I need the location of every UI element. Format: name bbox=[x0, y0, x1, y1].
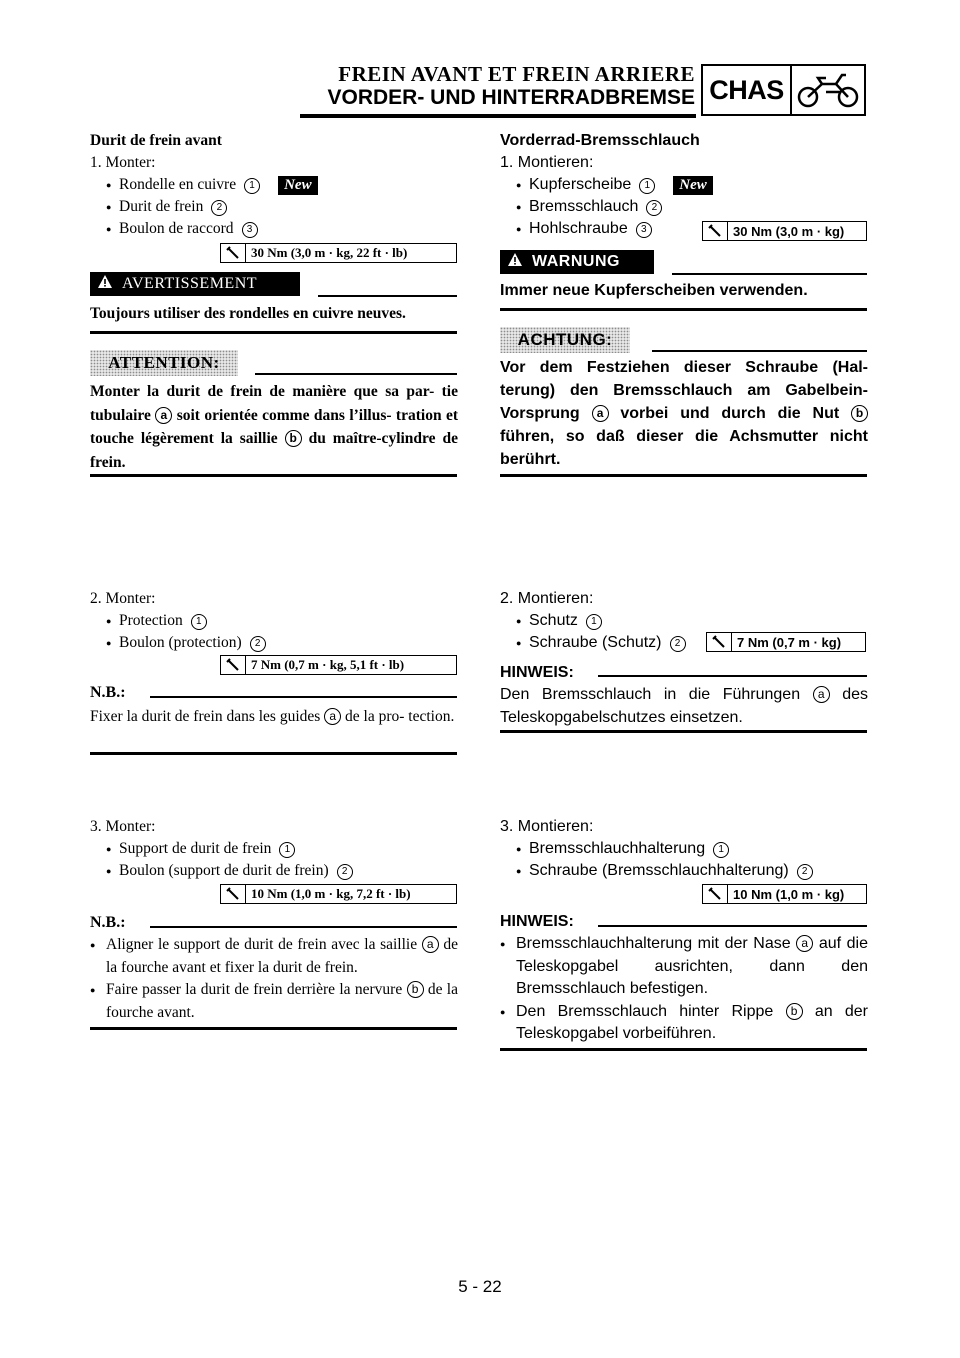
new-tag: New bbox=[278, 176, 318, 195]
list-item: ● Schraube (Schutz) 2 bbox=[500, 632, 868, 654]
fr-s1-step: 1. Monter: bbox=[90, 154, 156, 171]
de-attention-text: Vor dem Festziehen dieser Schraube (Hal- terung) den Bremsschlauch am Gabelbein- Vorsprung a vorbei und durch die Nut b führen, so daß dieser die Achsmutter nicht berührt. bbox=[500, 359, 868, 468]
callout-number: 1 bbox=[713, 842, 729, 858]
de-s2-step: 2. Montieren: bbox=[500, 590, 594, 607]
callout-number: 1 bbox=[244, 178, 260, 194]
fr-s1-torque: 30 Nm (3,0 m · kg, 22 ft · lb) bbox=[220, 243, 457, 263]
fr-s2-nb-text: Fixer la durit de frein dans les guides a de la pro- tection. bbox=[90, 708, 455, 725]
callout-number: 2 bbox=[646, 200, 662, 216]
divider bbox=[500, 308, 867, 311]
fr-s3-torque: 10 Nm (1,0 m · kg, 7,2 ft · lb) bbox=[220, 884, 457, 904]
de-s2-nb-text: Den Bremsschlauch in die Führungen a des Teleskopgabelschutzes einsetzen. bbox=[500, 686, 868, 726]
wrench-icon bbox=[221, 885, 246, 903]
callout-number: 3 bbox=[636, 222, 652, 238]
callout-letter: a bbox=[324, 708, 341, 725]
callout-letter: a bbox=[813, 686, 830, 703]
list-item: ● Boulon (protection) 2 bbox=[90, 632, 458, 654]
list-item: ● Boulon (support de durit de frein) 2 bbox=[90, 860, 458, 882]
list-item: ● Bremsschlauch 2 bbox=[500, 196, 868, 218]
list-item: ● Bremsschlauchhalterung mit der Nase a auf die Teleskopgabel ausrichten, dann den Bremsschlauch befestigen. bbox=[500, 935, 869, 997]
callout-letter: a bbox=[796, 935, 813, 952]
list-item: ● Rondelle en cuivre 1 New bbox=[90, 174, 458, 196]
fr-s2-torque: 7 Nm (0,7 m · kg, 5,1 ft · lb) bbox=[220, 655, 457, 675]
wrench-icon bbox=[703, 885, 728, 903]
wrench-icon bbox=[703, 222, 728, 240]
fr-s3-nb-label: N.B.: bbox=[90, 914, 126, 931]
callout-number: 2 bbox=[250, 636, 266, 652]
de-s2-torque: 7 Nm (0,7 m · kg) bbox=[706, 632, 866, 652]
callout-number: 2 bbox=[337, 864, 353, 880]
divider bbox=[672, 273, 867, 275]
callout-letter: b bbox=[786, 1003, 803, 1020]
motorcycle-icon bbox=[792, 66, 864, 114]
de-s3-torque: 10 Nm (1,0 m · kg) bbox=[702, 884, 867, 904]
de-warning-label: WARNUNG bbox=[500, 250, 654, 274]
de-s1-step: 1. Montieren: bbox=[500, 154, 594, 171]
de-s1-heading: Vorderrad-Bremsschlauch bbox=[500, 132, 700, 149]
fr-attention-text: Monter la durit de frein de manière que sa par- tie tubulaire a soit orientée comme dans l’illus- tration et touche légèrement la saillie b du maître-cylindre de frein. bbox=[90, 383, 459, 471]
fr-section-2 bbox=[90, 588, 458, 654]
fr-s3-step: 3. Monter: bbox=[90, 818, 156, 835]
divider bbox=[500, 1048, 867, 1051]
list-item: ● Support de durit de frein 1 bbox=[90, 838, 458, 860]
callout-letter: b bbox=[285, 430, 302, 447]
callout-number: 2 bbox=[797, 864, 813, 880]
divider bbox=[598, 675, 867, 677]
list-item: ● Den Bremsschlauch hinter Rippe b an der Teleskopgabel vorbeiführen. bbox=[500, 1002, 868, 1042]
page-number: 5 - 22 bbox=[458, 1277, 502, 1296]
de-section-3 bbox=[500, 816, 868, 882]
callout-letter: b bbox=[407, 981, 424, 998]
section-badge bbox=[701, 64, 866, 116]
new-tag: New bbox=[673, 176, 713, 195]
de-s2-nb-label: HINWEIS: bbox=[500, 664, 574, 681]
divider bbox=[90, 752, 457, 755]
fr-s2-nb-label: N.B.: bbox=[90, 684, 126, 701]
fr-warning-text: Toujours utiliser des rondelles en cuivre neuves. bbox=[90, 305, 406, 322]
list-item: ● Kupferscheibe 1 New bbox=[500, 174, 868, 196]
divider bbox=[598, 925, 867, 927]
divider bbox=[150, 696, 457, 698]
de-attention-label: ACHTUNG: bbox=[500, 327, 630, 353]
list-item: ● Protection 1 bbox=[90, 610, 458, 632]
divider bbox=[318, 295, 457, 297]
divider bbox=[652, 350, 867, 352]
list-item: ● Aligner le support de durit de frein avec la saillie a de la fourche avant et fixer la durit de frein. bbox=[90, 936, 459, 976]
callout-number: 2 bbox=[211, 200, 227, 216]
fr-warning-label: AVERTISSEMENT bbox=[90, 272, 300, 296]
callout-letter: b bbox=[851, 405, 868, 422]
warning-icon bbox=[508, 253, 522, 271]
de-s3-nb-list bbox=[500, 933, 868, 1046]
fr-section-3 bbox=[90, 816, 458, 882]
divider bbox=[500, 730, 867, 733]
callout-number: 1 bbox=[279, 842, 295, 858]
callout-number: 2 bbox=[670, 636, 686, 652]
callout-letter: a bbox=[592, 405, 609, 422]
de-warning-text: Immer neue Kupferscheiben verwenden. bbox=[500, 282, 808, 299]
callout-number: 1 bbox=[191, 614, 207, 630]
divider bbox=[500, 474, 867, 477]
fr-s3-nb-list bbox=[90, 934, 458, 1024]
de-s3-step: 3. Montieren: bbox=[500, 818, 594, 835]
list-item: ● Hohlschraube 3 bbox=[500, 218, 868, 240]
fr-attention-label: ATTENTION: bbox=[90, 350, 238, 376]
page-title-de: VORDER- UND HINTERRADBREMSE bbox=[327, 86, 695, 109]
de-s3-nb-label: HINWEIS: bbox=[500, 913, 574, 930]
de-s1-torque: 30 Nm (3,0 m · kg) bbox=[702, 221, 867, 241]
list-item: ● Bremsschlauchhalterung 1 bbox=[500, 838, 868, 860]
divider bbox=[90, 331, 457, 334]
fr-s1-heading: Durit de frein avant bbox=[90, 132, 222, 149]
divider bbox=[90, 474, 457, 477]
list-item: ● Boulon de raccord 3 bbox=[90, 218, 458, 240]
list-item: ● Schraube (Bremsschlauchhalterung) 2 bbox=[500, 860, 868, 882]
list-item: ● Faire passer la durit de frein derrière la nervure b de la fourche avant. bbox=[90, 981, 458, 1021]
divider bbox=[255, 373, 457, 375]
callout-number: 1 bbox=[639, 178, 655, 194]
wrench-icon bbox=[221, 656, 246, 674]
divider bbox=[150, 926, 457, 928]
callout-number: 3 bbox=[242, 222, 258, 238]
page-title-fr: FREIN AVANT ET FREIN ARRIERE bbox=[338, 62, 695, 86]
callout-letter: a bbox=[422, 936, 439, 953]
header-rule bbox=[300, 114, 696, 118]
fr-s2-step: 2. Monter: bbox=[90, 590, 156, 607]
list-item: ● Durit de frein 2 bbox=[90, 196, 458, 218]
list-item: ● Schutz 1 bbox=[500, 610, 868, 632]
badge-text: CHAS bbox=[703, 66, 792, 114]
fr-section-1 bbox=[90, 130, 458, 240]
wrench-icon bbox=[707, 633, 732, 651]
callout-letter: a bbox=[155, 407, 172, 424]
warning-icon bbox=[98, 275, 112, 293]
divider bbox=[90, 1027, 457, 1030]
wrench-icon bbox=[221, 244, 246, 262]
callout-number: 1 bbox=[586, 614, 602, 630]
